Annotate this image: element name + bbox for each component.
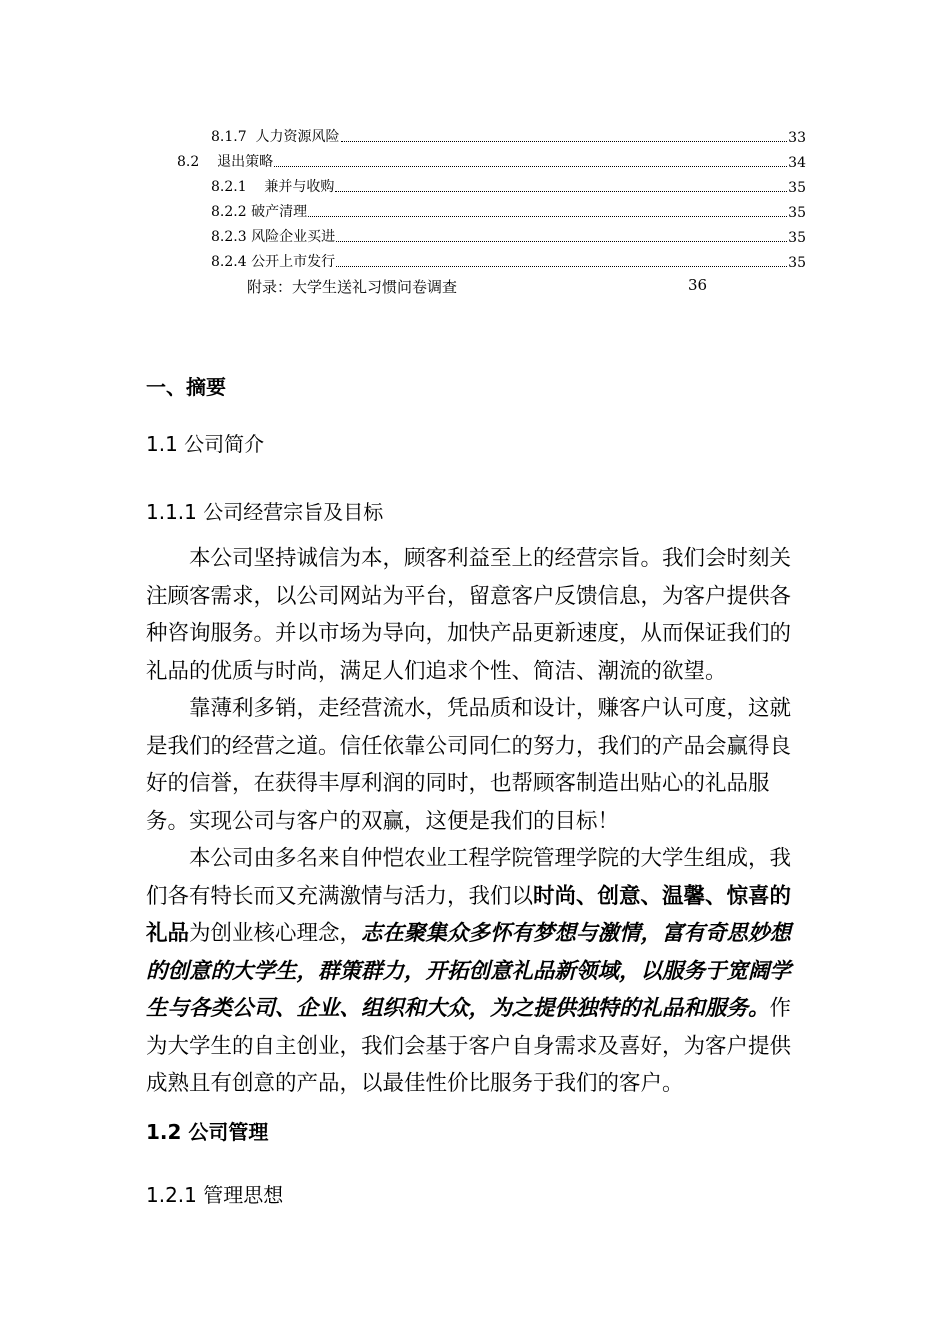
subsection-heading: 1.2.1 管理思想 (146, 1183, 284, 1207)
bold-italic-text: 志在聚集众多怀有梦想与激情，富有奇思妙想的创意的大学生，群策群力，开拓创意礼品新领域，以服务于宽阔学生与各类公司、企业、组织和大众，为之提供独特的礼品和服务。 (146, 921, 792, 1021)
toc-leader (336, 241, 787, 242)
toc-entry[interactable] (177, 151, 806, 171)
toc-page: 34 (788, 155, 806, 171)
toc-leader (341, 141, 788, 142)
toc-page: 35 (788, 255, 806, 271)
toc-appendix[interactable] (247, 276, 708, 297)
toc-label: 8.2.3 风险企业买进 (211, 229, 336, 245)
toc-entry[interactable] (211, 201, 806, 221)
toc-label: 8.2.2 破产清理 (211, 204, 308, 220)
body-text (146, 540, 810, 1103)
toc-label: 8.1.7 人力资源风险 (211, 129, 340, 145)
toc-page: 35 (788, 180, 806, 196)
toc-leader (308, 216, 787, 217)
toc-page: 35 (788, 230, 806, 246)
toc-leader (274, 166, 787, 167)
section-heading: 1.1 公司简介 (146, 432, 265, 456)
section-heading: 1.2 公司管理 (146, 1120, 269, 1144)
toc-label: 8.2 退出策略 (177, 154, 274, 170)
toc-leader (336, 266, 787, 267)
section-heading: 一、摘要 (146, 375, 226, 399)
toc-entry[interactable] (211, 126, 806, 146)
appendix-label: 附录：大学生送礼习惯问卷调查 (247, 278, 458, 296)
toc-entry[interactable] (211, 176, 806, 196)
text-run: 本公司由多名来自仲恺农业工程学院管理学院的大学生组成，我们各有特长而又充满激情与活力，我们以 (146, 846, 792, 909)
paragraph: 靠薄利多销，走经营流水，凭品质和设计，赚客户认可度，这就是我们的经营之道。信任依靠公司同仁的努力，我们的产品会赢得良好的信誉，在获得丰厚利润的同时，也帮顾客制造出贴心的礼品服务。实现公司与客户的双赢，这便是我们的目标！ (146, 696, 792, 834)
toc-entry[interactable] (211, 226, 806, 246)
appendix-page: 36 (688, 276, 708, 294)
bold-text: 时尚、创意、温馨、惊喜的礼品 (146, 883, 792, 946)
toc-leader (335, 191, 787, 192)
text-run: 为创业核心理念， (189, 921, 362, 946)
toc-entry[interactable] (211, 251, 806, 271)
toc-label: 8.2.4 公开上市发行 (211, 254, 336, 270)
paragraph (146, 840, 810, 1103)
paragraph: 本公司坚持诚信为本，顾客利益至上的经营宗旨。我们会时刻关注顾客需求，以公司网站为平台，留意客户反馈信息，为客户提供各种咨询服务。并以市场为导向，加快产品更新速度，从而保证我们的礼品的优质与时尚，满足人们追求个性、简洁、潮流的欲望。 (146, 546, 792, 684)
toc-page: 33 (788, 130, 806, 146)
subsection-heading: 1.1.1 公司经营宗旨及目标 (146, 500, 384, 524)
text-run: 作为大学生的自主创业，我们会基于客户自身需求及喜好，为客户提供成熟且有创意的产品，以最佳性价比服务于我们的客户。 (146, 996, 792, 1096)
toc-label: 8.2.1 兼并与收购 (211, 179, 335, 195)
toc-page: 35 (788, 205, 806, 221)
